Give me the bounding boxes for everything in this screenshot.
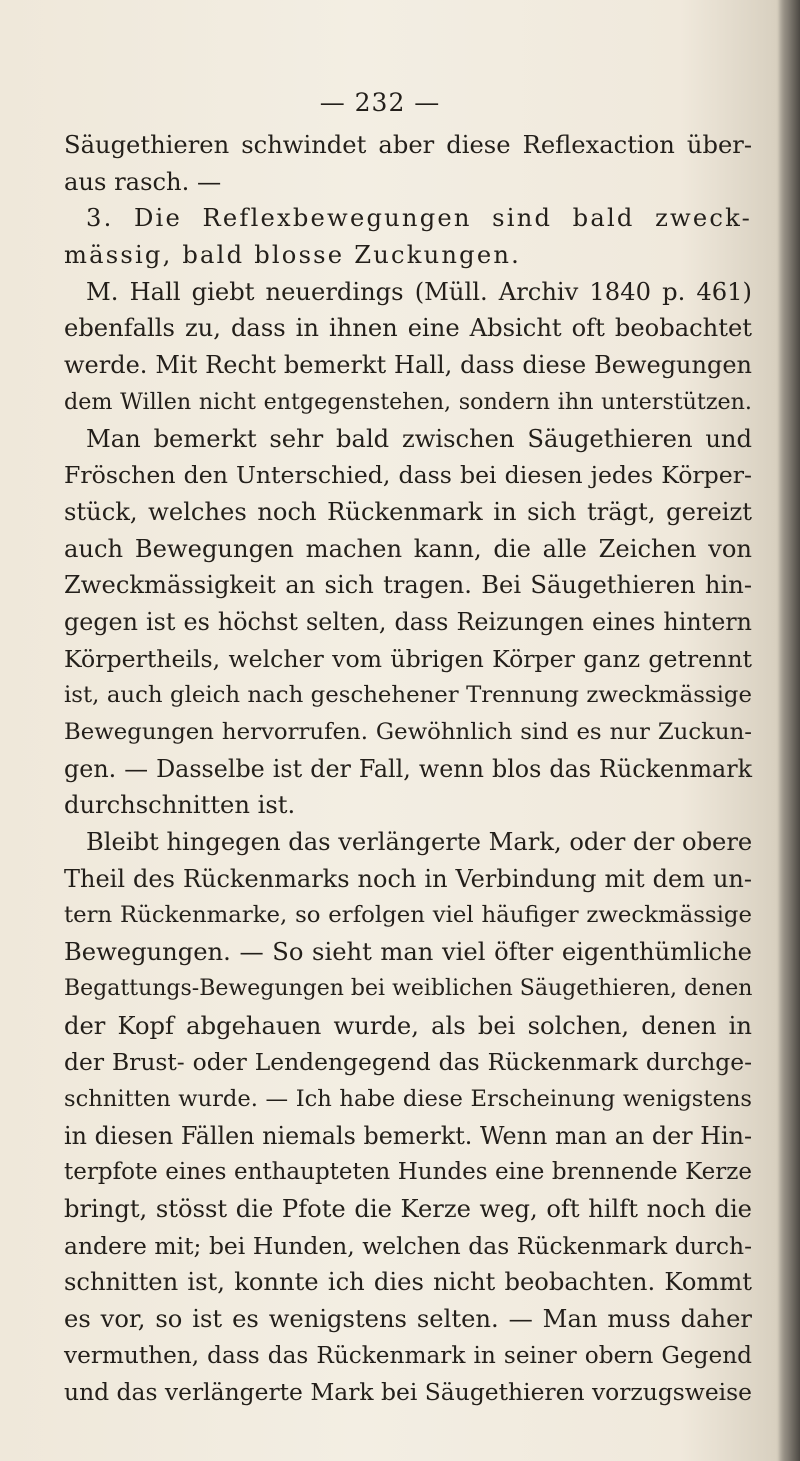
text-line: stück, welches noch Rückenmark in sich trägt, gereizt [64,497,752,526]
text-line: gegen ist es höchst selten, dass Reizungen eines hintern [64,607,752,636]
page-number: — 232 — [319,88,441,117]
book-spine-shadow [778,0,800,1461]
text-line: vermuthen, dass das Rückenmark in seiner obern Gegend [64,1341,752,1369]
body-text [64,127,752,1411]
text-line: tern Rückenmarke, so erfolgen viel häufiger zweckmässige [64,902,752,929]
text-line: Bewegungen. — So sieht man viel öfter eigenthümliche [64,938,752,967]
text-line: andere mit; bei Hunden, welchen das Rückenmark durch- [64,1231,752,1260]
text-line: 3. Die Reflexbewegungen sind bald zweck- [86,204,752,233]
text-line: Bewegungen hervorrufen. Gewöhnlich sind es nur Zuckun- [64,719,752,745]
text-line: auch Bewegungen machen kann, die alle Zeichen von [64,534,752,563]
text-line: der Kopf abgehauen wurde, als bei solchen, denen in [64,1011,752,1040]
text-line: Fröschen den Unterschied, dass bei diesen jedes Körper- [64,461,752,490]
text-line: dem Willen nicht entgegenstehen, sondern ihn unterstützen. [64,388,752,415]
text-line: Theil des Rückenmarks noch in Verbindung mit dem un- [64,864,752,893]
text-line: Körpertheils, welcher vom übrigen Körper ganz getrennt [64,644,752,673]
text-line: terpfote eines enthaupteten Hundes eine brennende Kerze [64,1159,752,1186]
text-line: es vor, so ist es wenigstens selten. — Man muss daher [64,1305,752,1333]
text-line: Bleibt hingegen das verlängerte Mark, oder der obere [86,828,753,857]
text-line: M. Hall giebt neuerdings (Müll. Archiv 1840 p. 461) [86,277,752,306]
text-line: und das verlängerte Mark bei Säugethieren vorzugsweise [64,1378,752,1407]
text-line: werde. Mit Recht bemerkt Hall, dass diese Bewegungen [64,351,752,380]
text-line: aus rasch. — [64,167,222,196]
text-line: durchschnitten ist. [64,791,296,820]
text-line: schnitten wurde. — Ich habe diese Erscheinung wenigstens [64,1085,752,1112]
text-line: ebenfalls zu, dass in ihnen eine Absicht oft beobachtet [64,314,752,343]
text-line: schnitten ist, konnte ich dies nicht beobachten. Kommt [64,1268,752,1297]
text-line: Säugethieren schwindet aber diese Reflexaction über- [64,131,752,159]
text-line: Zweckmässigkeit an sich tragen. Bei Säugethieren hin- [64,571,752,600]
text-line: ist, auch gleich nach geschehener Trennung zweckmässige [64,682,752,709]
text-line: gen. — Dasselbe ist der Fall, wenn blos das Rückenmark [64,754,752,783]
text-line: mässig, bald blosse Zuckungen. [64,241,522,270]
text-line: Man bemerkt sehr bald zwischen Säugethieren und [86,424,752,453]
text-line: in diesen Fällen niemals bemerkt. Wenn man an der Hin- [64,1121,752,1150]
text-line: bringt, stösst die Pfote die Kerze weg, oft hilft noch die [64,1194,752,1223]
text-line: Begattungs-Bewegungen bei weiblichen Säugethieren, denen [64,975,753,1001]
text-line: der Brust- oder Lendengegend das Rückenmark durchge- [64,1048,752,1077]
